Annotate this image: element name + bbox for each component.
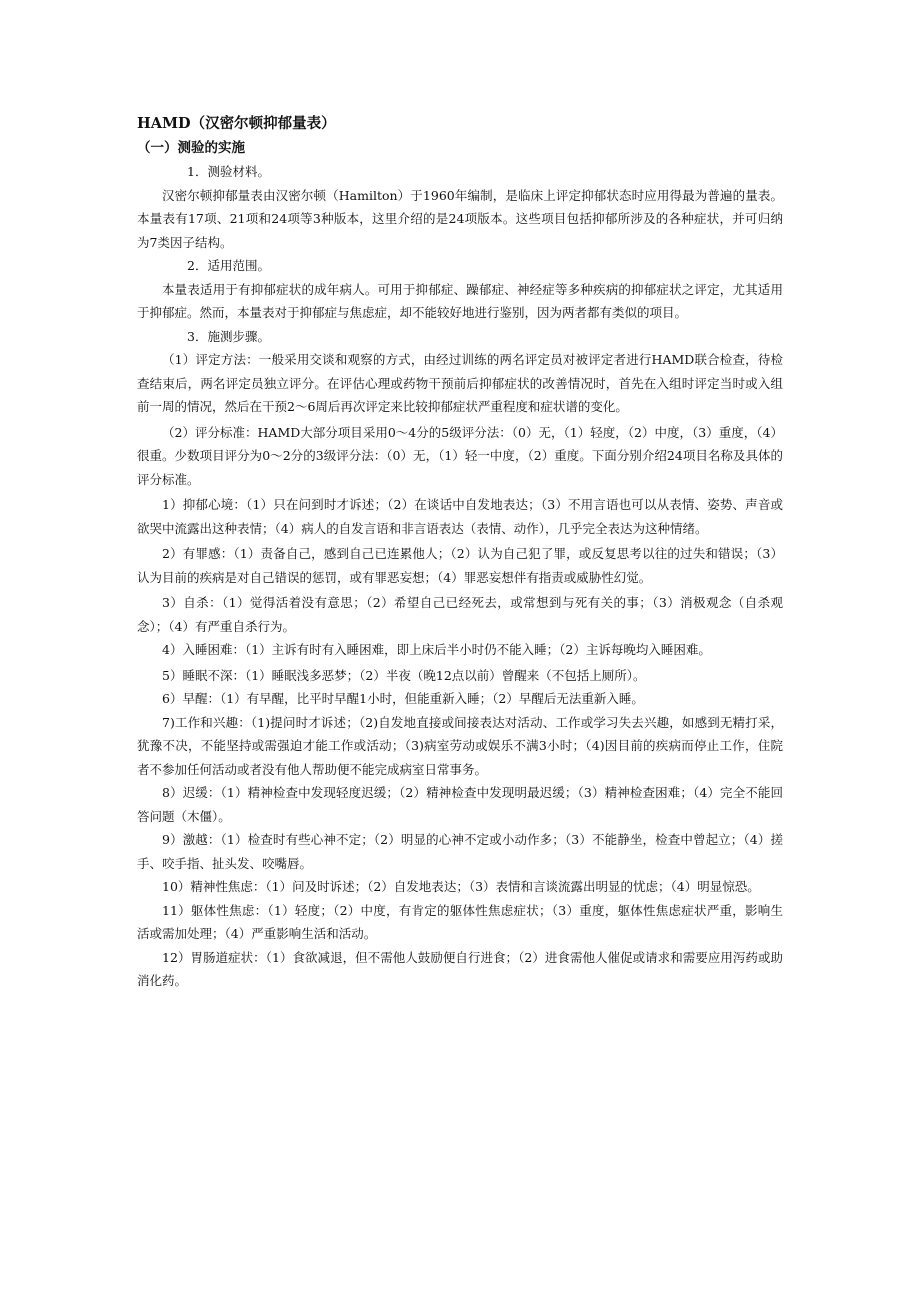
paragraph-scoring: （2）评分标准：HAMD大部分项目采用0～4分的5级评分法：（0）无，（1）轻度，（2）中度，（3）重度，（4）很重。少数项目评分为0～2分的3级评分法：（0）无，（1）轻一中度，（2）重度。下面分别介绍24项目名称及具体的评分标准。 — [137, 424, 783, 487]
item-psychic-anxiety: 10）精神性焦虑：（1）问及时诉述；（2）自发地表达；（3）表情和言谈流露出明显的忧虑；（4）明显惊恐。 — [162, 879, 760, 894]
subsection-materials: 1．测验材料。 — [187, 164, 270, 179]
item-somatic-anxiety: 11）躯体性焦虑：（1）轻度；（2）中度，有肯定的躯体性焦虑症状；（3）重度，躯体性焦虑症状严重，影响生活或需加处理；（4）严重影响生活和活动。 — [137, 902, 783, 941]
paragraph-method: （1）评定方法：一般采用交谈和观察的方式，由经过训练的两名评定员对被评定者进行HAMD联合检查，待检查结束后，两名评定员独立评分。在评估心理或药物干预前后抑郁症状的改善情况时，首先在入组时评定当时或入组前一周的情况，然后在干预2～6周后再次评定来比较抑郁症状严重程度和症状谱的变化。 — [137, 352, 783, 414]
document-body — [137, 112, 783, 993]
item-suicide: 3）自杀：（1）觉得活着没有意思；（2）希望自己已经死去，或常想到与死有关的事；（3）消极观念（自杀观念）；（4）有严重自杀行为。 — [137, 595, 783, 634]
paragraph-scope: 本量表适用于有抑郁症状的成年病人。可用于抑郁症、躁郁症、神经症等多种疾病的抑郁症状之评定，尤其适用于抑郁症。然而，本量表对于抑郁症与焦虑症，却不能较好地进行鉴别，因为两者都有类似的项目。 — [137, 281, 783, 320]
item-guilt: 2）有罪感：（1）责备自己，感到自己已连累他人；（2）认为自己犯了罪，或反复思考以往的过失和错误；（3）认为目前的疾病是对自己错误的惩罚，或有罪恶妄想；（4）罪恶妄想伴有指责或威胁性幻觉。 — [137, 546, 783, 585]
item-insomnia-late: 6）早醒：（1）有早醒，比平时早醒1小时，但能重新入睡；（2）早醒后无法重新入睡。 — [162, 691, 644, 706]
item-agitation: 9）激越：（1）检查时有些心神不定；（2）明显的心神不定或小动作多；（3）不能静坐，检查中曾起立；（4）搓手、咬手指、扯头发、咬嘴唇。 — [137, 832, 783, 871]
section-heading: （一）测验的实施 — [137, 140, 245, 156]
item-work-interests: 7)工作和兴趣：（1)提问时才诉述；（2)自发地直接或间接表达对活动、工作或学习失去兴趣，如感到无精打采，犹豫不决，不能坚持或需强迫才能工作或活动；（3)病室劳动或娱乐不满3小时；（4)因目前的疾病而停止工作，住院者不参加任何活动或者没有他人帮助便不能完成病室日常事务。 — [137, 714, 783, 777]
item-depressed-mood: 1）抑郁心境：（1）只在问到时才诉述；（2）在谈话中自发地表达；（3）不用言语也可以从表情、姿势、声音或欲哭中流露出这种表情；（4）病人的自发言语和非言语表达（表情、动作），几乎完全表达为这种情绪。 — [137, 497, 783, 536]
subsection-scope: 2．适用范围。 — [187, 258, 270, 273]
document-title: HAMD（汉密尔顿抑郁量表） — [137, 115, 336, 132]
subsection-steps: 3．施测步骤。 — [187, 328, 270, 344]
item-insomnia-middle: 5）睡眠不深：（1）睡眠浅多恶梦；（2）半夜（晚12点以前）曾醒来（不包括上厕所）。 — [162, 667, 646, 683]
item-insomnia-early: 4）入睡困难：（1）主诉有时有入睡困难，即上床后半小时仍不能入睡；（2）主诉每晚均入睡困难。 — [162, 642, 711, 657]
item-gastrointestinal: 12）胃肠道症状：（1）食欲减退，但不需他人鼓励便自行进食；（2）进食需他人催促或请求和需要应用泻药或助消化药。 — [137, 949, 783, 988]
paragraph-materials: 汉密尔顿抑郁量表由汉密尔顿（Hamilton）于1960年编制，是临床上评定抑郁状态时应用得最为普遍的量表。本量表有17项、21项和24项等3种版本，这里介绍的是24项版本。这些项目包括抑郁所涉及的各种症状，并可归纳为7类因子结构。 — [137, 187, 783, 250]
item-retardation: 8）迟缓：（1）精神检查中发现轻度迟缓；（2）精神检查中发现明最迟缓；（3）精神检查困难；（4）完全不能回答问题（木僵）。 — [137, 785, 783, 824]
